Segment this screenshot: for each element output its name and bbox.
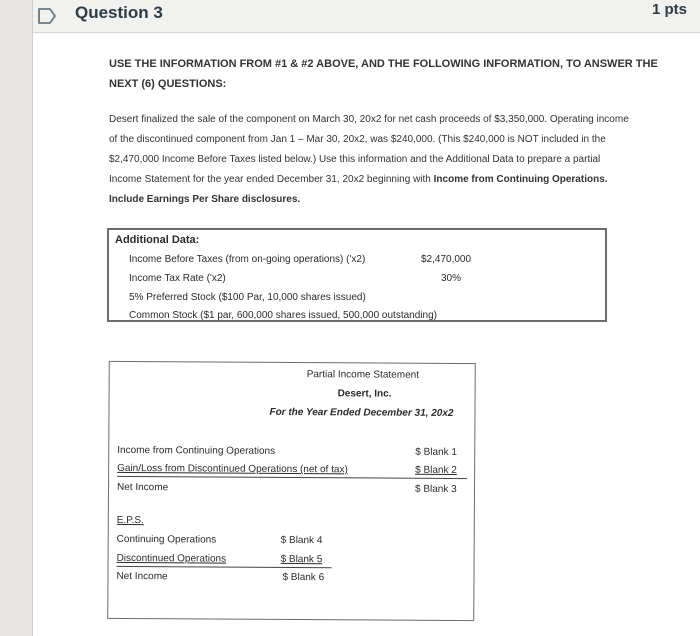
row-label-discontinued: Gain/Loss from Discontinued Operations (net of tax) bbox=[117, 462, 348, 476]
paragraph-line: Income Statement for the year ended December 31, 20x2 beginning with Income from Continuing Operations. bbox=[109, 174, 608, 185]
preferred-stock: 5% Preferred Stock ($100 Par, 10,000 shares issued) bbox=[129, 292, 366, 303]
blank-5[interactable]: $ Blank 5 bbox=[280, 553, 323, 566]
question-points: 1 pts bbox=[651, 1, 687, 18]
paragraph-emphasis: Include Earnings Per Share disclosures. bbox=[109, 194, 301, 205]
eps-label-continuing: Continuing Operations bbox=[116, 533, 217, 546]
eps-label-discontinued: Discontinued Operations bbox=[116, 552, 227, 565]
blank-1[interactable]: $ Blank 1 bbox=[415, 446, 457, 459]
row-label-net-income: Net Income bbox=[116, 481, 169, 494]
paragraph-line bbox=[109, 190, 699, 210]
statement-company: Desert, Inc. bbox=[337, 388, 392, 400]
additional-data-heading: Additional Data: bbox=[115, 234, 200, 246]
paragraph-line: of the discontinued component from Jan 1 – Mar 30, 20x2, was $240,000. (This $240,000 is NOT included in the bbox=[109, 134, 606, 145]
partial-income-statement bbox=[107, 361, 476, 621]
subtotal-rule bbox=[117, 476, 467, 479]
question-header bbox=[33, 0, 700, 33]
blank-3[interactable]: $ Blank 3 bbox=[414, 483, 457, 496]
question-card bbox=[32, 0, 700, 636]
eps-label-net-income: Net Income bbox=[116, 570, 168, 583]
ibt-label: Income Before Taxes (from on-going operations) ('x2) bbox=[129, 254, 366, 265]
blank-2[interactable]: $ Blank 2 bbox=[415, 464, 457, 477]
row-label-continuing: Income from Continuing Operations bbox=[117, 444, 276, 457]
eps-subtotal-rule bbox=[117, 566, 332, 568]
statement-title: Partial Income Statement bbox=[306, 369, 420, 381]
question-title: Question 3 bbox=[75, 3, 163, 22]
ibt-value: $2,470,000 bbox=[421, 254, 472, 265]
blank-4[interactable]: $ Blank 4 bbox=[280, 534, 323, 547]
paragraph-emphasis: Income from Continuing Operations. bbox=[433, 174, 608, 185]
paragraph-line: Desert finalized the sale of the component on March 30, 20x2 for net cash proceeds of $3,350,000. Operating income bbox=[109, 114, 629, 125]
tax-rate-label: Income Tax Rate ('x2) bbox=[129, 273, 226, 284]
common-stock: Common Stock ($1 par, 600,000 shares issued, 500,000 outstanding) bbox=[129, 310, 437, 321]
eps-heading: E.P.S. bbox=[116, 514, 144, 527]
flag-question-icon[interactable] bbox=[35, 6, 59, 26]
instructions-headline: USE THE INFORMATION FROM #1 & #2 ABOVE, AND THE FOLLOWING INFORMATION, TO ANSWER THE NEXT (6) QUESTIONS: bbox=[109, 58, 658, 90]
paragraph-line: $2,470,000 Income Before Taxes listed below.) Use this information and the Additional Data to prepare a partial bbox=[109, 154, 601, 165]
blank-6[interactable]: $ Blank 6 bbox=[282, 571, 325, 584]
problem-paragraph bbox=[109, 110, 699, 210]
tax-rate-value: 30% bbox=[441, 273, 462, 284]
statement-period: For the Year Ended December 31, 20x2 bbox=[269, 406, 454, 419]
additional-data-box bbox=[107, 228, 607, 322]
